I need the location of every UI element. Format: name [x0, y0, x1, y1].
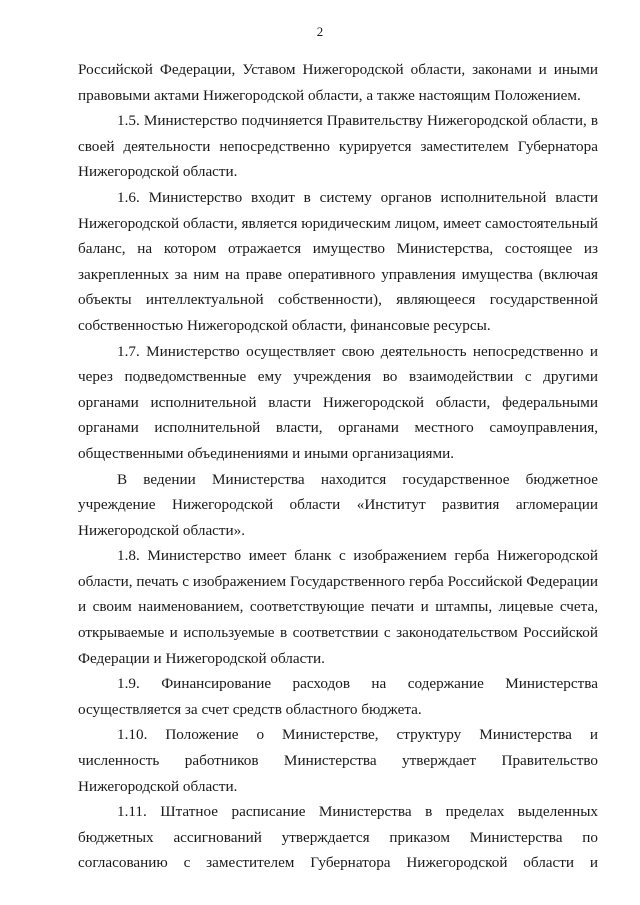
- paragraph-1-7: 1.7. Министерство осуществляет свою деятельность непосредственно и через подведомственные ему учреждения во взаимодействии с другими органами исполнительной власти Нижегородской области, федеральными органами исполнительной власти, органами местного самоуправления, общественными объединениями и иными организациями.: [78, 342, 598, 462]
- paragraph-1-9: 1.9. Финансирование расходов на содержание Министерства осуществляется за счет средств областного бюджета.: [78, 675, 598, 718]
- paragraph-1-11: 1.11. Штатное расписание Министерства в пределах выделенных бюджетных ассигнований утверждается приказом Министерства по согласованию с заместителем Губернатора Нижегородской области и: [78, 803, 598, 872]
- paragraph-1-8: 1.8. Министерство имеет бланк с изображением герба Нижегородской области, печать с изображением Государственного герба Российской Федерации и своим наименованием, соответствующие печати и штампы, лицевые счета, открываемые и используемые в соответствии с законодательством Российской Федерации и Нижегородской области.: [78, 547, 598, 667]
- paragraph-1-5: 1.5. Министерство подчиняется Правительству Нижегородской области, в своей деятельности непосредственно курируется заместителем Губернатора Нижегородской области.: [78, 112, 598, 181]
- page-number: 2: [316, 24, 324, 39]
- paragraph-1-6: 1.6. Министерство входит в систему органов исполнительной власти Нижегородской области, является юридическим лицом, имеет самостоятельный баланс, на котором отражается имущество Министерства, состоящее из закрепленных за ним на праве оперативного управления имущества (включая объекты интеллектуальной собственности), являющееся государственной собственностью Нижегородской области, финансовые ресурсы.: [78, 188, 598, 334]
- document-body: [78, 57, 598, 876]
- paragraph-1-10: 1.10. Положение о Министерстве, структуру Министерства и численность работников Министерства утверждает Правительство Нижегородской области.: [78, 726, 598, 795]
- paragraph-institution: В ведении Министерства находится государственное бюджетное учреждение Нижегородской области «Институт развития агломерации Нижегородской области».: [78, 470, 598, 539]
- paragraph-continuation: Российской Федерации, Уставом Нижегородской области, законами и иными правовыми актами Нижегородской области, а также настоящим Положением.: [78, 61, 598, 104]
